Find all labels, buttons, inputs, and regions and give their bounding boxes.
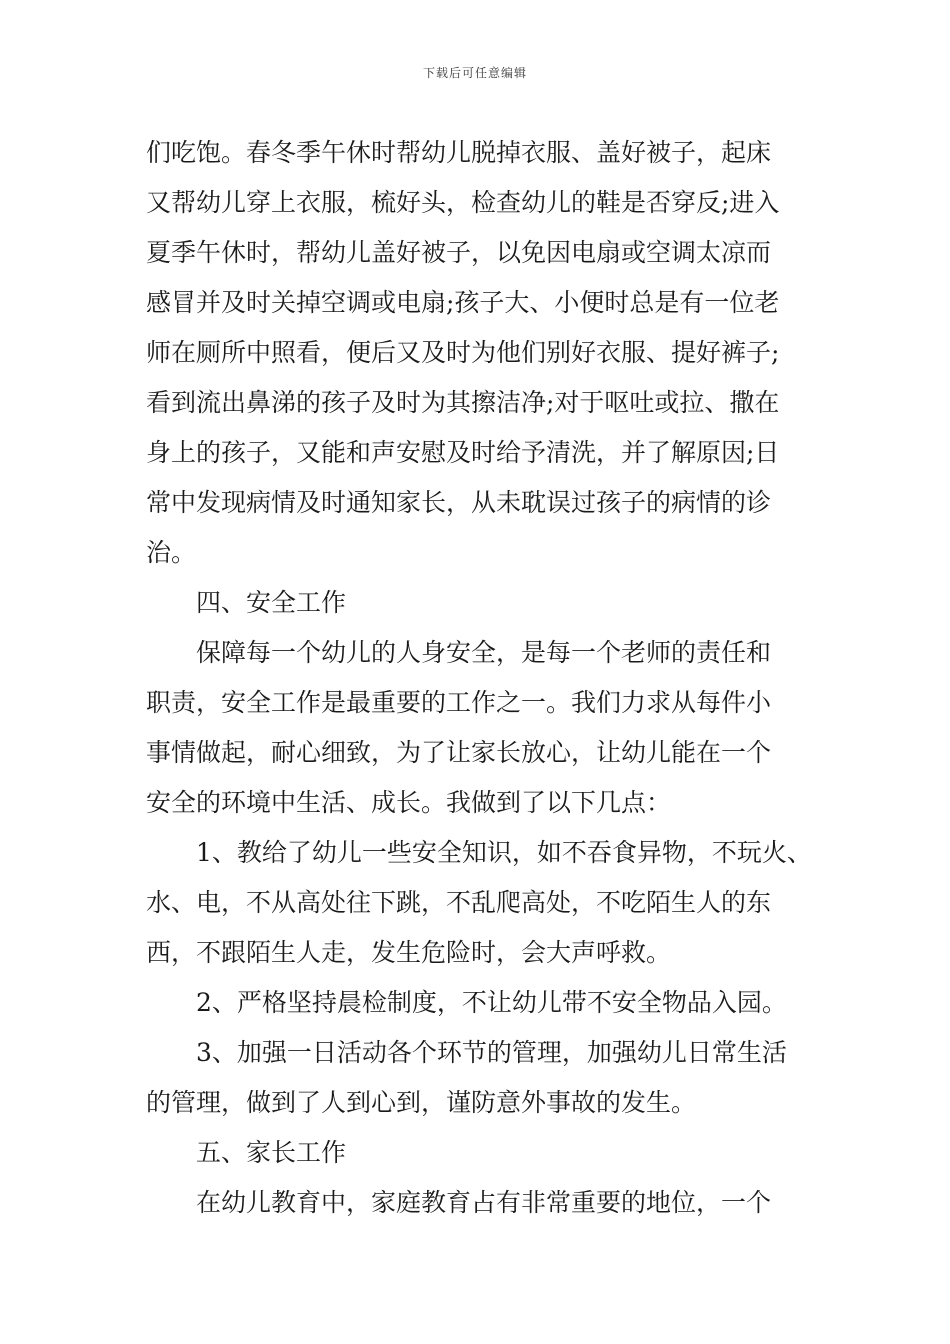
text-line: 们吃饱。春冬季午休时帮幼儿脱掉衣服、盖好被子，起床 [146, 138, 772, 167]
page-header: 下载后可任意编辑 [422, 66, 527, 80]
text-line: 的管理，做到了人到心到，谨防意外事故的发生。 [146, 1088, 697, 1117]
text-line: 水、电，不从高处往下跳，不乱爬高处，不吃陌生人的东 [146, 888, 772, 917]
text-line: 治。 [146, 538, 197, 567]
text-line: 常中发现病情及时通知家长，从未耽误过孩子的病情的诊 [146, 488, 772, 517]
section-heading-parents: 五、家长工作 [196, 1138, 347, 1167]
text-line: 保障每一个幼儿的人身安全，是每一个老师的责任和 [196, 638, 772, 667]
section-heading-safety: 四、安全工作 [196, 588, 347, 617]
text-line: 职责，安全工作是最重要的工作之一。我们力求从每件小 [146, 688, 772, 717]
text-line: 感冒并及时关掉空调或电扇;孩子大、小便时总是有一位老 [146, 288, 780, 317]
list-item-2: 2、严格坚持晨检制度，不让幼儿带不安全物品入园。 [196, 988, 787, 1017]
text-line: 安全的环境中生活、成长。我做到了以下几点： [146, 788, 672, 817]
list-item-1: 1、教给了幼儿一些安全知识，如不吞食异物，不玩火、 [196, 838, 812, 867]
list-item-3: 3、加强一日活动各个环节的管理，加强幼儿日常生活 [196, 1038, 787, 1067]
text-line: 看到流出鼻涕的孩子及时为其擦洁净;对于呕吐或拉、撒在 [146, 388, 780, 417]
document-body [146, 128, 811, 1228]
text-line: 又帮幼儿穿上衣服，梳好头，检查幼儿的鞋是否穿反;进入 [146, 188, 780, 217]
text-line: 事情做起，耐心细致，为了让家长放心，让幼儿能在一个 [146, 738, 772, 767]
text-line: 身上的孩子，又能和声安慰及时给予清洗，并了解原因;日 [146, 438, 780, 467]
text-line: 夏季午休时，帮幼儿盖好被子，以免因电扇或空调太凉而 [146, 238, 772, 267]
text-line: 在幼儿教育中，家庭教育占有非常重要的地位，一个 [196, 1188, 772, 1217]
text-line: 师在厕所中照看，便后又及时为他们别好衣服、提好裤子; [146, 338, 780, 367]
text-line: 西，不跟陌生人走，发生危险时，会大声呼救。 [146, 938, 672, 967]
